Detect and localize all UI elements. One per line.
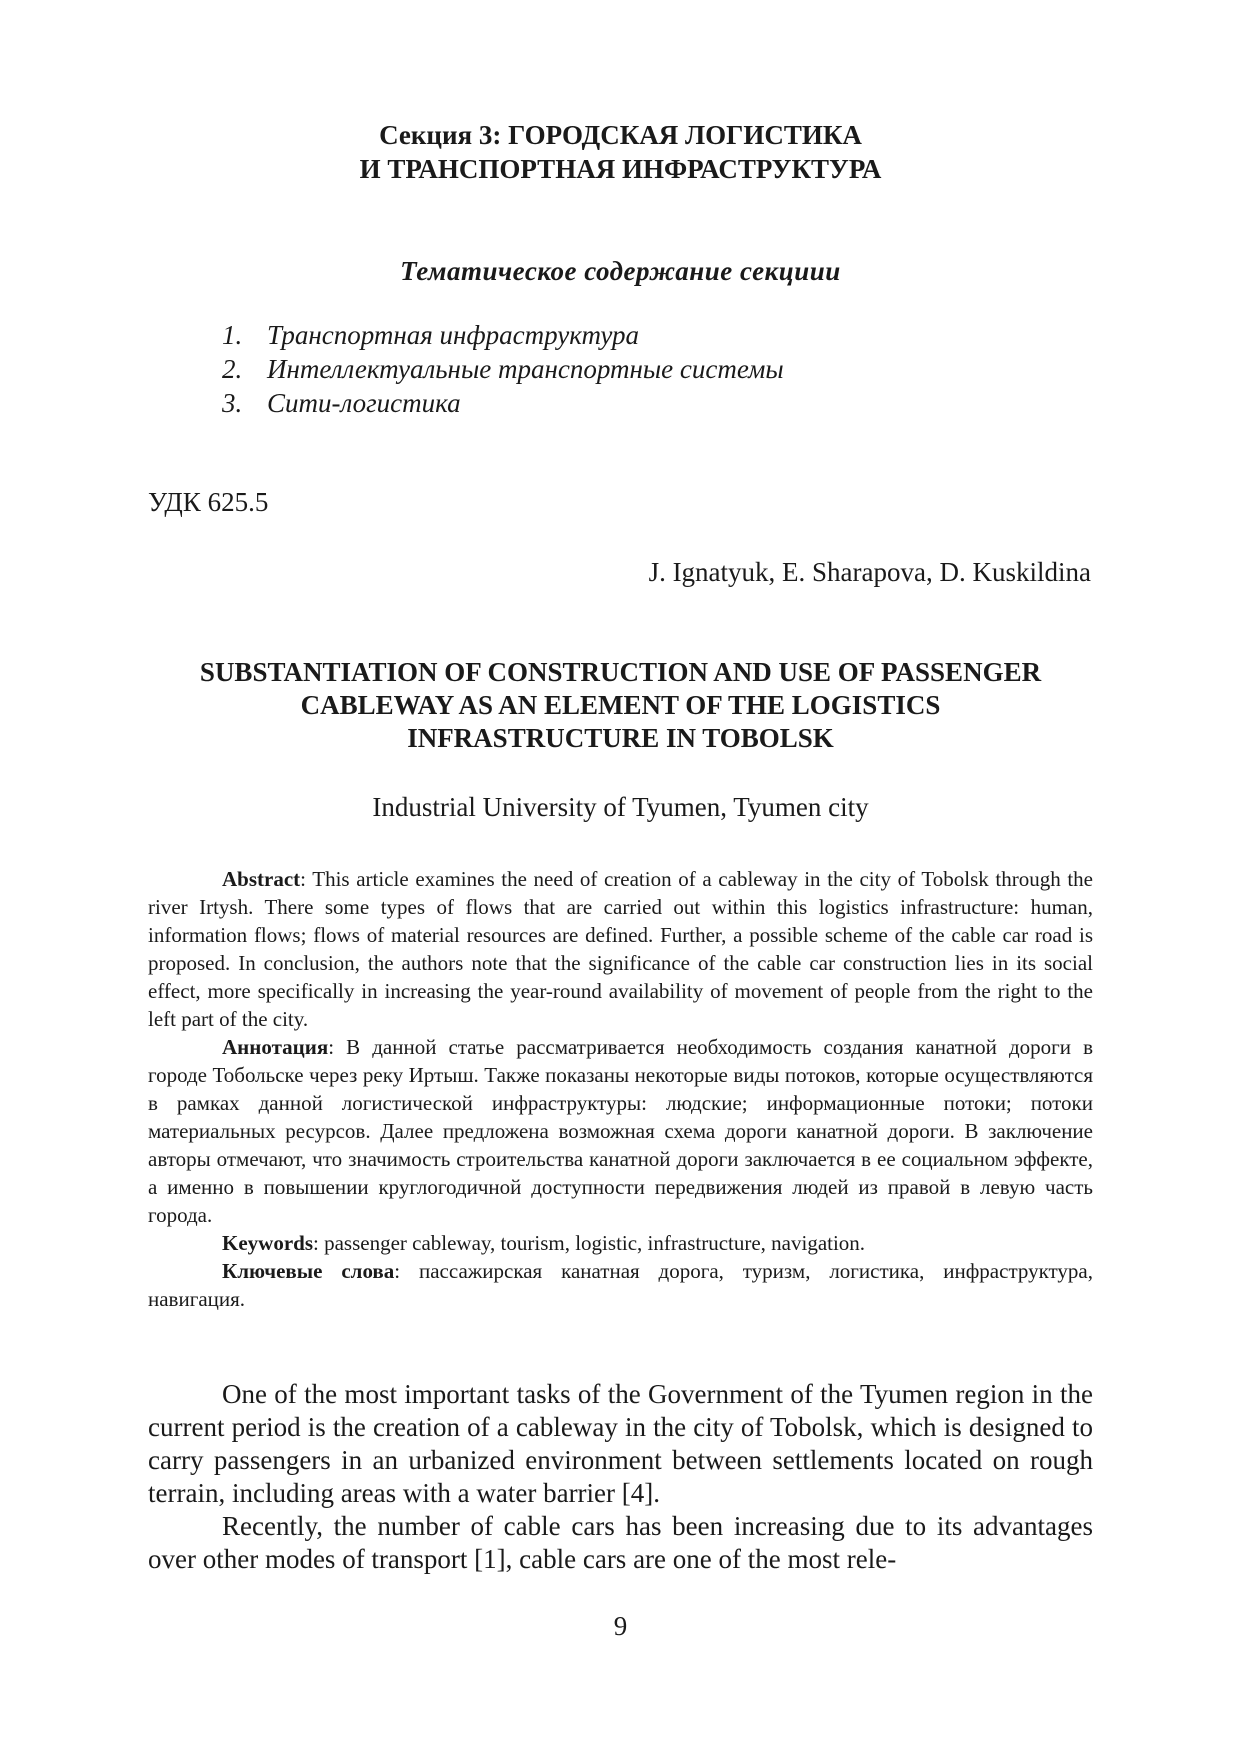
keywords-label: Keywords bbox=[222, 1231, 313, 1255]
thematic-heading: Тематическое содержание секциии bbox=[400, 256, 841, 286]
topic-number: 1. bbox=[222, 320, 243, 350]
udk-code: УДК 625.5 bbox=[148, 487, 269, 517]
annotation-label: Аннотация bbox=[222, 1035, 329, 1059]
topic-label: Интеллектуальные транспортные системы bbox=[267, 354, 784, 384]
topic-number: 3. bbox=[222, 388, 243, 418]
article-title-line: SUBSTANTIATION OF CONSTRUCTION AND USE OF PASSENGER bbox=[199, 657, 1042, 687]
article-title bbox=[148, 656, 1093, 755]
abstract-text: : This article examines the need of creation of a cableway in the city of Tobolsk through the river Irtysh. There some types of flows that are carried out within this logistics infrastructure: human, information flows; flows of material resources are defined. Further, a possible scheme of the cable car road is proposed. In conclusion, the authors note that the significance of the cable car construction lies in its social effect, more specifically in increasing the year-round availability of movement of people from the right to the left part of the city. bbox=[148, 867, 1093, 1031]
abstract-label: Abstract bbox=[222, 867, 301, 891]
body-text bbox=[148, 1378, 1093, 1576]
section-title-line-1: Секция 3: ГОРОДСКАЯ ЛОГИСТИКА bbox=[379, 120, 862, 150]
topic-list bbox=[222, 318, 1022, 420]
topic-number: 2. bbox=[222, 354, 243, 384]
keywords-ru-label: Ключевые слова bbox=[222, 1259, 395, 1283]
topic-item bbox=[222, 386, 1022, 420]
affiliation: Industrial University of Tyumen, Tyumen city bbox=[372, 792, 869, 822]
page-number: 9 bbox=[613, 1611, 628, 1641]
body-paragraph: One of the most important tasks of the Government of the Tyumen region in the current period is the creation of a cableway in the city of Tobolsk, which is designed to carry passengers in an urbanized environment between settlements located on rough terrain, including areas with a water barrier [4]. bbox=[148, 1379, 1093, 1508]
section-title bbox=[150, 118, 1091, 186]
keywords-paragraph bbox=[148, 1229, 1093, 1257]
section-title-line-2: И ТРАНСПОРТНАЯ ИНФРАСТРУКТУРА bbox=[359, 154, 882, 184]
annotation-paragraph bbox=[148, 1033, 1093, 1229]
topic-item bbox=[222, 352, 1022, 386]
annotation-text: : В данной статье рассматривается необходимость создания канатной дороги в городе Тобольске через реку Иртыш. Также показаны некоторые виды потоков, которые осуществляются в рамках данной логистической инфраструктуры: людские; информационные потоки; потоки материальных ресурсов. Далее предложена возможная схема дороги канатной дороги. В заключение авторы отмечают, что значимость строительства канатной дороги заключается в ее социальном эффекте, а именно в повышении круглогодичной доступности передвижения людей из правой в левую часть города. bbox=[148, 1035, 1093, 1227]
authors: J. Ignatyuk, E. Sharapova, D. Kuskildina bbox=[648, 557, 1091, 587]
keywords-ru-paragraph bbox=[148, 1257, 1093, 1313]
article-title-line: INFRASTRUCTURE IN TOBOLSK bbox=[407, 723, 834, 753]
body-paragraph: Recently, the number of cable cars has been increasing due to its advantages over other modes of transport [1], cable cars are one of the most rele- bbox=[148, 1511, 1093, 1574]
article-title-line: CABLEWAY AS AN ELEMENT OF THE LOGISTICS bbox=[300, 690, 941, 720]
keywords-ru-text: : пассажирская канатная дорога, туризм, логистика, инфраструктура, навигация. bbox=[148, 1259, 1093, 1311]
topic-item bbox=[222, 318, 1022, 352]
topic-label: Транспортная инфраструктура bbox=[267, 320, 639, 350]
abstract-paragraph bbox=[148, 865, 1093, 1033]
topic-label: Сити-логистика bbox=[267, 388, 461, 418]
abstract-block bbox=[148, 865, 1093, 1313]
keywords-text: : passenger cableway, tourism, logistic, infrastructure, navigation. bbox=[313, 1231, 866, 1255]
